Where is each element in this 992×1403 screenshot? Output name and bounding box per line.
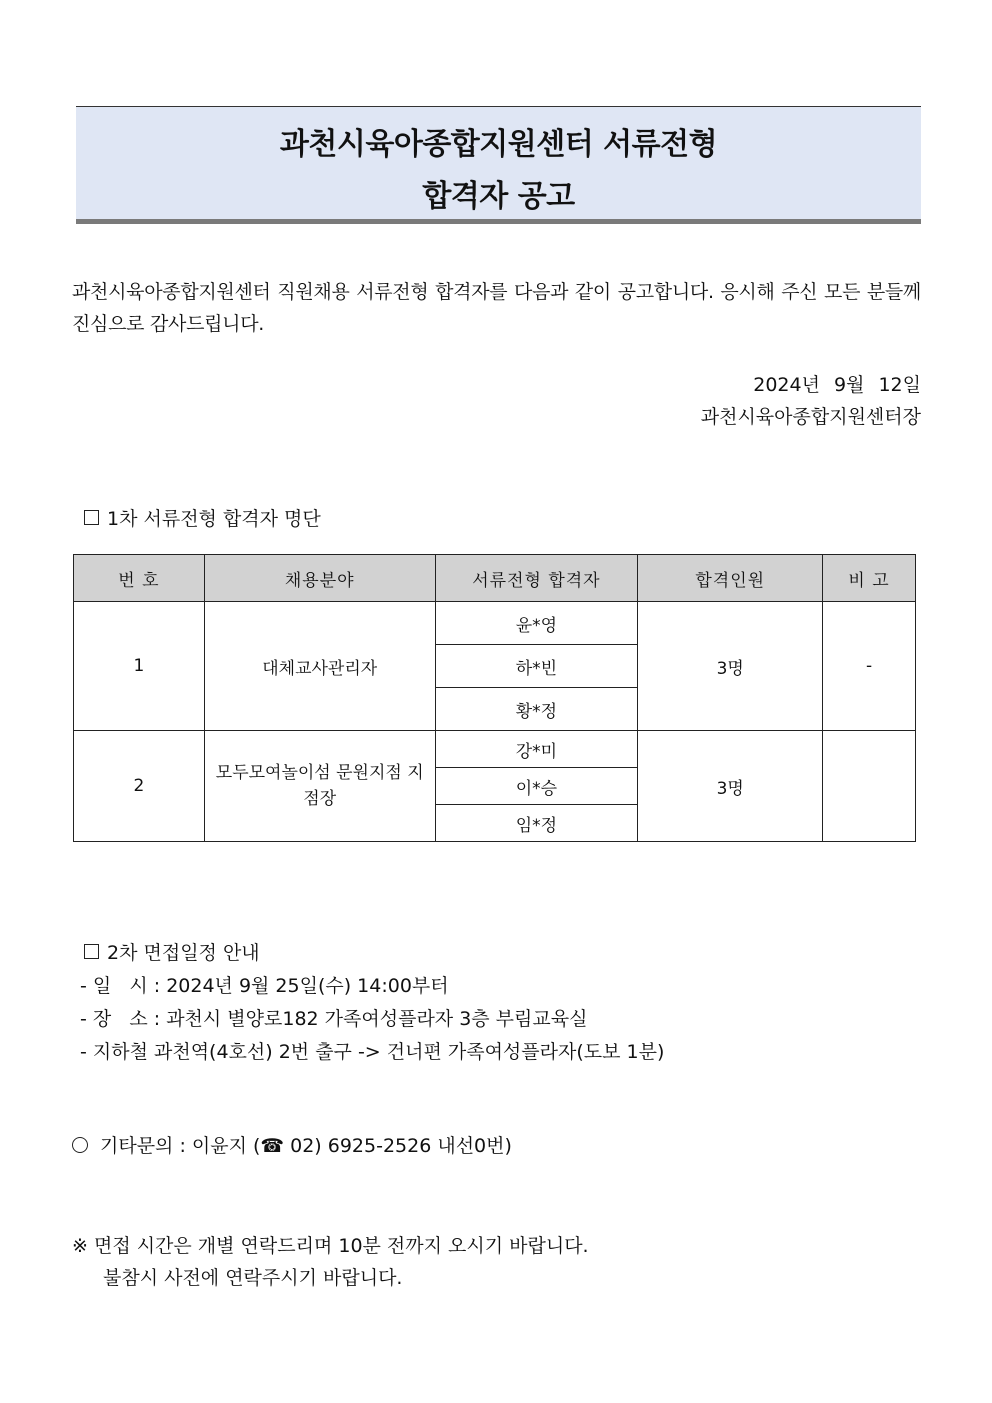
passer-name: 황*정 (435, 688, 638, 731)
circle-bullet-icon (72, 1137, 88, 1153)
contact-text: 기타문의 : 이윤지 (☎ 02) 6925-2526 내선0번) (100, 1135, 512, 1157)
table-row (74, 602, 916, 645)
checkbox-square-icon (84, 944, 99, 959)
contact-info (72, 1131, 512, 1158)
header-field: 채용분야 (204, 555, 435, 602)
passer-name: 임*정 (435, 805, 638, 842)
remark-line-1: ※ 면접 시간은 개별 연락드리며 10분 전까지 오시기 바랍니다. (72, 1235, 589, 1257)
section1-heading-text: 1차 서류전형 합격자 명단 (107, 508, 321, 530)
results-table (73, 554, 916, 842)
intro-paragraph: 과천시육아종합지원센터 직원채용 서류전형 합격자를 다음과 같이 공고합니다. 응시해 주신 모든 분들께 진심으로 감사드립니다. (72, 281, 921, 335)
group-note (823, 731, 916, 842)
header-note: 비 고 (823, 555, 916, 602)
group-number: 1 (74, 602, 205, 731)
header-number: 번 호 (74, 555, 205, 602)
passer-name: 윤*영 (435, 602, 638, 645)
title-line-1: 과천시육아종합지원센터 서류전형 (279, 127, 718, 162)
schedule-datetime: - 일 시 : 2024년 9월 25일(수) 14:00부터 (80, 975, 449, 997)
group-field: 대체교사관리자 (204, 602, 435, 731)
issuing-organization: 과천시육아종합지원센터장 (700, 406, 921, 428)
group-count: 3명 (638, 602, 823, 731)
remark-line-2: 불참시 사전에 연락주시기 바랍니다. (103, 1267, 403, 1289)
schedule-directions: - 지하철 과천역(4호선) 2번 출구 -> 건너편 가족여성플라자(도보 1분) (80, 1041, 665, 1063)
table-row (74, 731, 916, 768)
checkbox-square-icon (84, 510, 99, 525)
group-note: - (823, 602, 916, 731)
section2-heading-text: 2차 면접일정 안내 (107, 942, 260, 964)
notice-date: 2024년 9월 12일 (753, 374, 921, 396)
passer-name: 강*미 (435, 731, 638, 768)
section2-heading (84, 938, 260, 965)
section1-heading (84, 504, 321, 531)
title-line-2: 합격자 공고 (422, 179, 575, 214)
header-passers: 서류전형 합격자 (435, 555, 638, 602)
header-count: 합격인원 (638, 555, 823, 602)
passer-name: 하*빈 (435, 645, 638, 688)
table-header-row (74, 555, 916, 602)
group-count: 3명 (638, 731, 823, 842)
passer-name: 이*승 (435, 768, 638, 805)
group-field: 모두모여놀이섬 문원지점 지점장 (204, 731, 435, 842)
interview-schedule (80, 970, 664, 1069)
schedule-location: - 장 소 : 과천시 별양로182 가족여성플라자 3층 부림교육실 (80, 1008, 588, 1030)
notice-remark (72, 1230, 589, 1294)
group-number: 2 (74, 731, 205, 842)
title-banner (76, 106, 921, 224)
